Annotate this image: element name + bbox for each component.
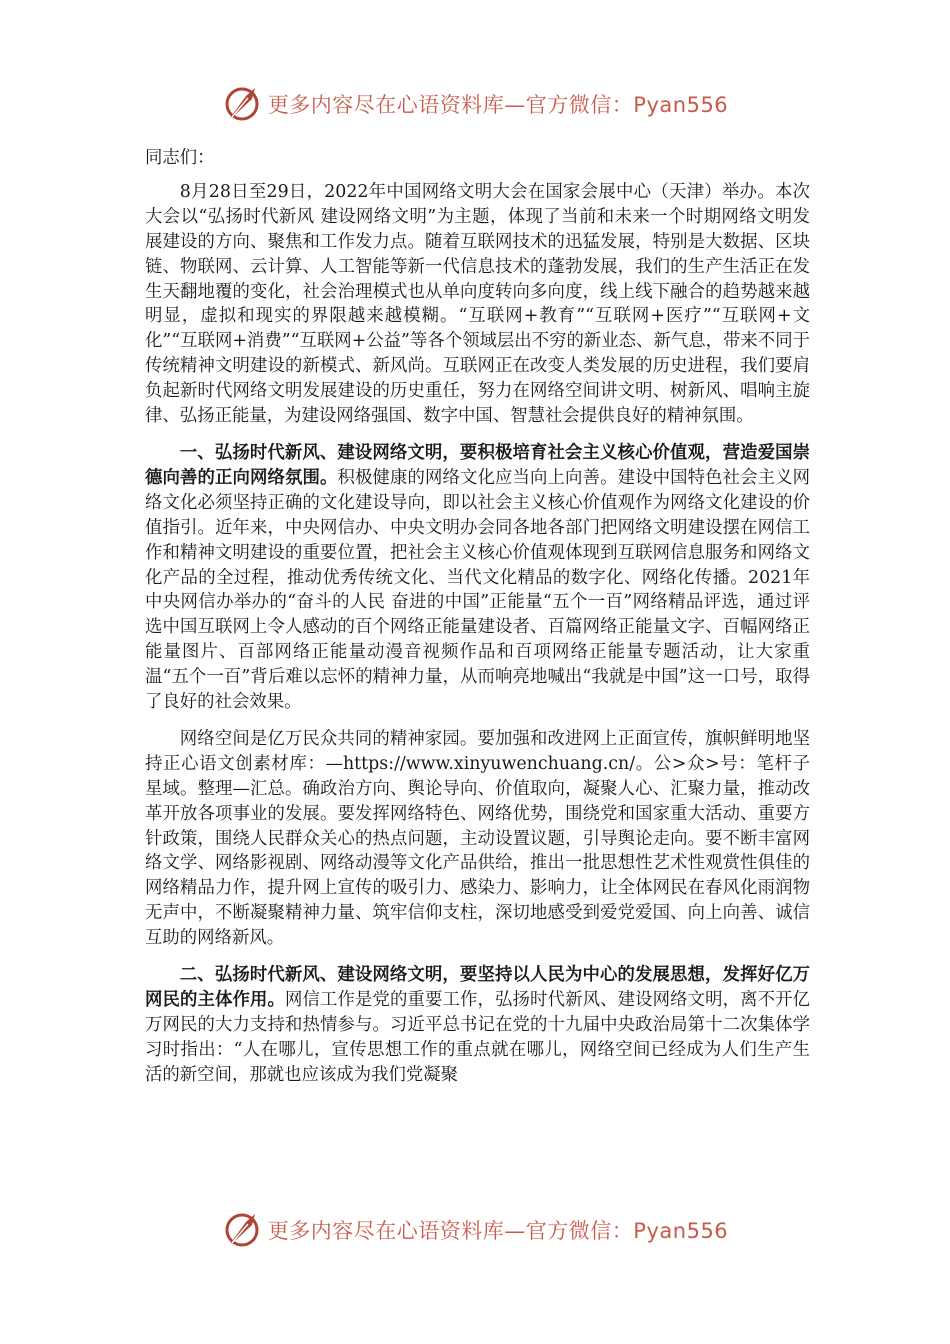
paragraph-section-two xyxy=(145,963,810,1088)
header-banner xyxy=(0,82,950,126)
footer-banner-text: 更多内容尽在心语资料库—官方微信：Pyan556 xyxy=(267,1219,729,1243)
quill-pen-logo-icon xyxy=(222,84,262,124)
document-body xyxy=(145,146,810,1100)
footer-banner xyxy=(0,1208,950,1252)
paragraph-section-one xyxy=(145,441,810,715)
section-one-text: 积极健康的网络文化应当向上向善。建设中国特色社会主义网络文化必须坚持正确的文化建设导向，即以社会主义核心价值观作为网络文化建设的价值指引。近年来，中央网信办、中央文明办会同各地各部门把网络文明建设摆在网信工作和精神文明建设的重要位置，把社会主义核心价值观体现到互联网信息服务和网络文化产品的全过程，推动优秀传统文化、当代文化精品的数字化、网络化传播。2021年中央网信办举办的“奋斗的人民 奋进的中国”正能量“五个一百”网络精品评选，通过评选中国互联网上令人感动的百个网络正能量建设者、百篇网络正能量文字、百幅网络正能量图片、百部网络正能量动漫音视频作品和百项网络正能量专题活动，让大家重温“五个一百”背后难以忘怀的精神力量，从而响亮地喊出“我就是中国”这一口号，取得了良好的社会效果。 xyxy=(145,467,810,713)
section-two-text: 网信工作是党的重要工作，弘扬时代新风、建设网络文明，离不开亿万网民的大力支持和热情参与。习近平总书记在党的十九届中央政治局第十二次集体学习时指出：“人在哪儿，宣传思想工作的重点就在哪儿，网络空间已经成为人们生产生活的新空间，那就也应该成为我们党凝聚 xyxy=(145,990,810,1085)
header-banner-text: 更多内容尽在心语资料库—官方微信：Pyan556 xyxy=(267,93,729,117)
paragraph-cyberspace: 网络空间是亿万民众共同的精神家园。要加强和改进网上正面宣传，旗帜鲜明地坚持正心语文创素材库：—https://www.xinyuwenchuang.cn/。公>众>号：笔杆子星域。整理—汇总。确政治方向、舆论导向、价值取向，凝聚人心、汇聚力量，推动改革开放各项事业的发展。要发挥网络特色、网络优势，围绕党和国家重大活动、重要方针政策，围绕人民群众关心的热点问题，主动设置议题，引导舆论走向。要不断丰富网络文学、网络影视剧、网络动漫等文化产品供给，推出一批思想性艺术性观赏性俱佳的网络精品力作，提升网上宣传的吸引力、感染力、影响力，让全体网民在春风化雨润物无声中，不断凝聚精神力量、筑牢信仰支柱，深切地感受到爱党爱国、向上向善、诚信互助的网络新风。 xyxy=(145,728,810,949)
section-one-heading: 一、弘扬时代新风、建设网络文明，要积极培育社会主义核心价值观，营造爱国崇德向善的正向网络氛围。 xyxy=(145,442,810,488)
quill-pen-logo-icon xyxy=(222,1210,262,1250)
section-two-heading: 二、弘扬时代新风、建设网络文明，要坚持以人民为中心的发展思想，发挥好亿万网民的主体作用。 xyxy=(145,965,810,1010)
paragraph-intro: 8月28日至29日，2022年中国网络文明大会在国家会展中心（天津）举办。本次大会以“弘扬时代新风 建设网络文明”为主题，体现了当前和未来一个时期网络文明发展建设的方向、聚焦和工作发力点。随着互联网技术的迅猛发展，特别是大数据、区块链、物联网、云计算、人工智能等新一代信息技术的蓬勃发展，我们的生产生活正在发生天翻地覆的变化，社会治理模式也从单向度转向多向度，线上线下融合的趋势越来越明显，虚拟和现实的界限越来越模糊。“互联网+教育”“互联网+医疗”“互联网+文化”“互联网+消费”“互联网+公益”等各个领域层出不穷的新业态、新气息，带来不同于传统精神文明建设的新模式、新风尚。互联网正在改变人类发展的历史进程，我们要肩负起新时代网络文明发展建设的历史重任，努力在网络空间讲文明、树新风、唱响主旋律、弘扬正能量，为建设网络强国、数字中国、智慧社会提供良好的精神氛围。 xyxy=(145,181,810,427)
salutation: 同志们： xyxy=(145,148,215,168)
